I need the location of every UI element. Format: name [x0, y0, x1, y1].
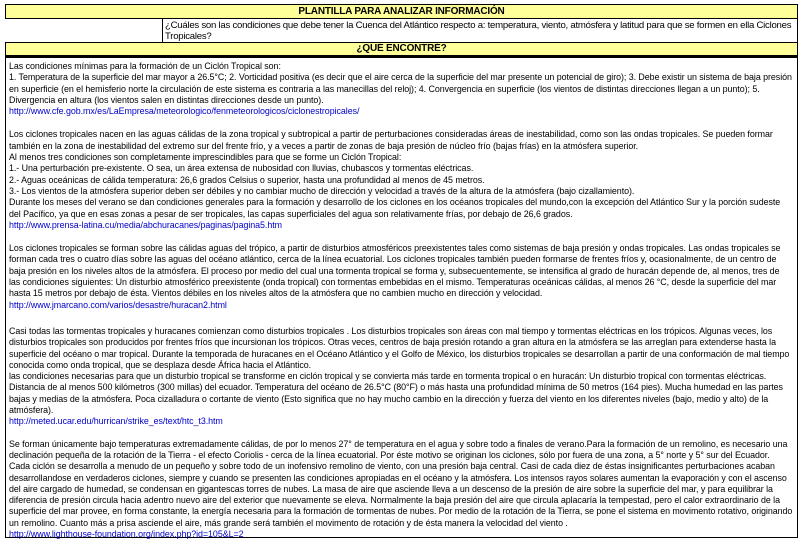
template-title: PLANTILLA PARA ANALIZAR INFORMACIÓN — [5, 4, 798, 19]
finding-paragraph: 1. Temperatura de la superficie del mar mayor a 26.5°C; 2. Vorticidad positiva (es decir que el aire cerca de la superficie del mar presente un potencial de giro); 3. Debe existir un sistema de baja presión en superficie (en el hemisferio norte la circulación de este sistema es contraria a las manecillas del reloj); 4. Convergencia en superficie (los vientos de distintas direcciones llegan a un punto); 5. Divergencia en altura (los vientos salen en distintas direcciones desde un punto). — [9, 72, 792, 105]
finding-block-1 — [9, 61, 793, 117]
finding-paragraph: Al menos tres condiciones son completamente imprescindibles para que se forme un Ciclón Tropical: — [9, 152, 402, 163]
finding-paragraph: Las condiciones mínimas para la formación de un Ciclón Tropical son: — [9, 61, 281, 71]
spacer — [9, 117, 793, 129]
finding-paragraph: Los ciclones tropicales se forman sobre las cálidas aguas del trópico, a partir de disturbios atmosféricos preexistentes tales como sistemas de baja presión y ondas tropicales. Las ondas tropicales se forman cada tres o cuatro días sobre las aguas del océano atlántico, cerca de la línea ecuatorial. Los ciclones tropicales también pueden formarse de frentes fríos y, ocasionalmente, de un centro de baja presión en los niveles altos de la atmósfera. El proceso por medio del cual una tormenta tropical se forma y, subsecuentemente, se intensifica al grado de huracán depende de, al menos, tres de las condiciones siguientes: Un disturbio atmosférico preexistente (onda tropical) con tormentas embebidas en el mismo. Temperaturas oceánicas cálidas, al menos 26 °C, desde la superficie del mar hasta 15 metros por debajo de ésta. Vientos débiles en los niveles altos de la atmósfera que no cambien mucho en dirección y velocidad. — [9, 243, 781, 299]
finding-block-2 — [9, 129, 793, 231]
finding-paragraph: 1.- Una perturbación pre-existente. O sea, un área extensa de nubosidad con lluvias, chubascos y tormentas eléctricas. — [9, 163, 474, 174]
source-link[interactable]: http://meted.ucar.edu/hurrican/strike_es/text/htc_t3.htm — [9, 416, 223, 427]
what-i-found-heading: ¿QUÉ ENCONTRÉ? — [5, 42, 798, 57]
research-question: ¿Cuáles son las condiciones que debe tener la Cuenca del Atlántico respecto a: temperatura, viento, atmósfera y latitud para que se formen en ella Ciclones Tropicales? — [162, 19, 798, 43]
finding-paragraph: Los ciclones tropicales nacen en las aguas cálidas de la zona tropical y subtropical a partir de perturbaciones consideradas áreas de inestabilidad, como son las ondas tropicales. Se pueden formar también en la zona de inestabilidad del extremo sur del frente frío, y a veces a partir de zonas de baja presión de núcleo frío (bajas frías) en la atmósfera superior. — [9, 129, 773, 151]
finding-paragraph: las condiciones necesarias para que un disturbio tropical se transforme en ciclón tropical y se convierta más tarde en tormenta tropical o en huracán: Un disturbio tropical con tormentas eléctricas. Distancia de al menos 500 kilómetros (300 millas) del ecuador. Temperatura del océano de 26.5°C (80°F) o más hasta una profundidad mínima de 50 metros (164 pies). Mucha humedad en las partes bajas y medias de la atmósfera. Poca cizalladura o cortante de viento (Esto significa que no hay mucho cambio en la dirección y fuerza del viento en los diferentes niveles (bajo, medio y alto) de la atmósfera). — [9, 371, 783, 416]
source-link[interactable]: http://www.cfe.gob.mx/es/LaEmpresa/meteorologico/fenmeteorologicos/ciclonestropicales/ — [9, 106, 360, 117]
spacer — [9, 311, 793, 326]
finding-paragraph: Durante los meses del verano se dan condiciones generales para la formación y desarrollo de los ciclones en los océanos tropicales del mundo,con la excepción del Atlántico Sur y la porción sudeste del Pacífico, ya que en esas zonas a pesar de ser tropicales, las capas superficiales del agua son relativamente frías, por debajo de 26,6 grados. — [9, 197, 781, 219]
finding-paragraph: 3.- Los vientos de la atmósfera superior deben ser débiles y no cambiar mucho de dirección y velocidad a través de la altura de la atmósfera (bajo cizallamiento). — [9, 185, 635, 196]
spacer — [9, 428, 793, 439]
finding-paragraph: Cada ciclón se desarrolla a menudo de un pequeño y sobre todo de un inofensivo remolino de viento, con una presión baja central. Casi de cada diez de éstas insignificantes perturbaciones acaban desarrollandose en verdaderos ciclones, siempre y cuando se presenten las condiciones apropiadas en el océano y la atmósfera. Los intensos rayos solares aumentan la evaporación y con el ascenso del aire cargado de humedad, se condensan en gigantescas torres de nubes. La masa de aire que asciende lleva a un descenso de la presión de aire sobre la superficie del mar, y para equilibrar la diferencia de presión circula hacia adentro nuevo aire del exterior que nuevamente se eleva. Normalmente la baja presión del aire que circula aplacaría la tempestad, pero el calor extraordinario de la superficie del mar provee, en forma constante, la energía necesaria para la formación de tormentas de nubes. Por medio de la rotación de la Tierra, se pone el sistema en movimento rotativo, originando un remolino. Cuanto más a prisa asciende el aire, más grande será también el movimento de rotación y de ésta manera la velocidad del viento . — [9, 461, 793, 528]
finding-paragraph: Se forman únicamente bajo temperaturas extremadamente cálidas, de por lo menos 27° de temperatura en el agua y sobre todo a finales de verano.Para la formación de un remolino, es necesario una declinación pequeña de la rotación de la Tierra - el efecto Coriolis - cerca de la línea ecuatorial. Por éste motivo se originan los ciclones, sólo por fuera de una zona, a 5° norte y 5° sur del Ecuador. — [9, 438, 788, 460]
source-link[interactable]: http://www.lighthouse-foundation.org/index.php?id=105&L=2 — [9, 528, 244, 539]
finding-paragraph: Casi todas las tormentas tropicales y huracanes comienzan como disturbios tropicales . Los disturbios tropicales son áreas con mal tiempo y tormentas eléctricas en los trópicos. Algunas veces, los disturbios tropicales son producidos por frentes fríos que incursionan los trópicos. Otras veces, centros de baja presión rotando a gran altura en la atmósfera se las arreglan para extenderse hasta la superficie del océano o mar tropical. Durante la temporada de huracanes en el Océano Atlántico y el Golfo de México, los disturbios tropicales se desarrollan a partir de una conformación de mal tiempo conocida como onda tropical, que se desplaza desde África hacia el Atlántico. — [9, 325, 790, 370]
finding-block-5 — [9, 439, 793, 541]
source-link[interactable]: http://www.jmarcano.com/varios/desastre/huracan2.html — [9, 299, 227, 310]
finding-paragraph: 2.- Aguas oceánicas de cálida temperatura: 26,6 grados Celsius o superior, hasta una profundidad al menos de 45 metros. — [9, 174, 485, 185]
source-link[interactable]: http://www.prensa-latina.cu/media/abchuracanes/paginas/pagina5.htm — [9, 219, 282, 230]
finding-block-3 — [9, 243, 793, 311]
findings-content — [5, 57, 798, 538]
spacer — [9, 231, 793, 243]
question-row — [5, 19, 798, 43]
finding-block-4 — [9, 326, 793, 428]
